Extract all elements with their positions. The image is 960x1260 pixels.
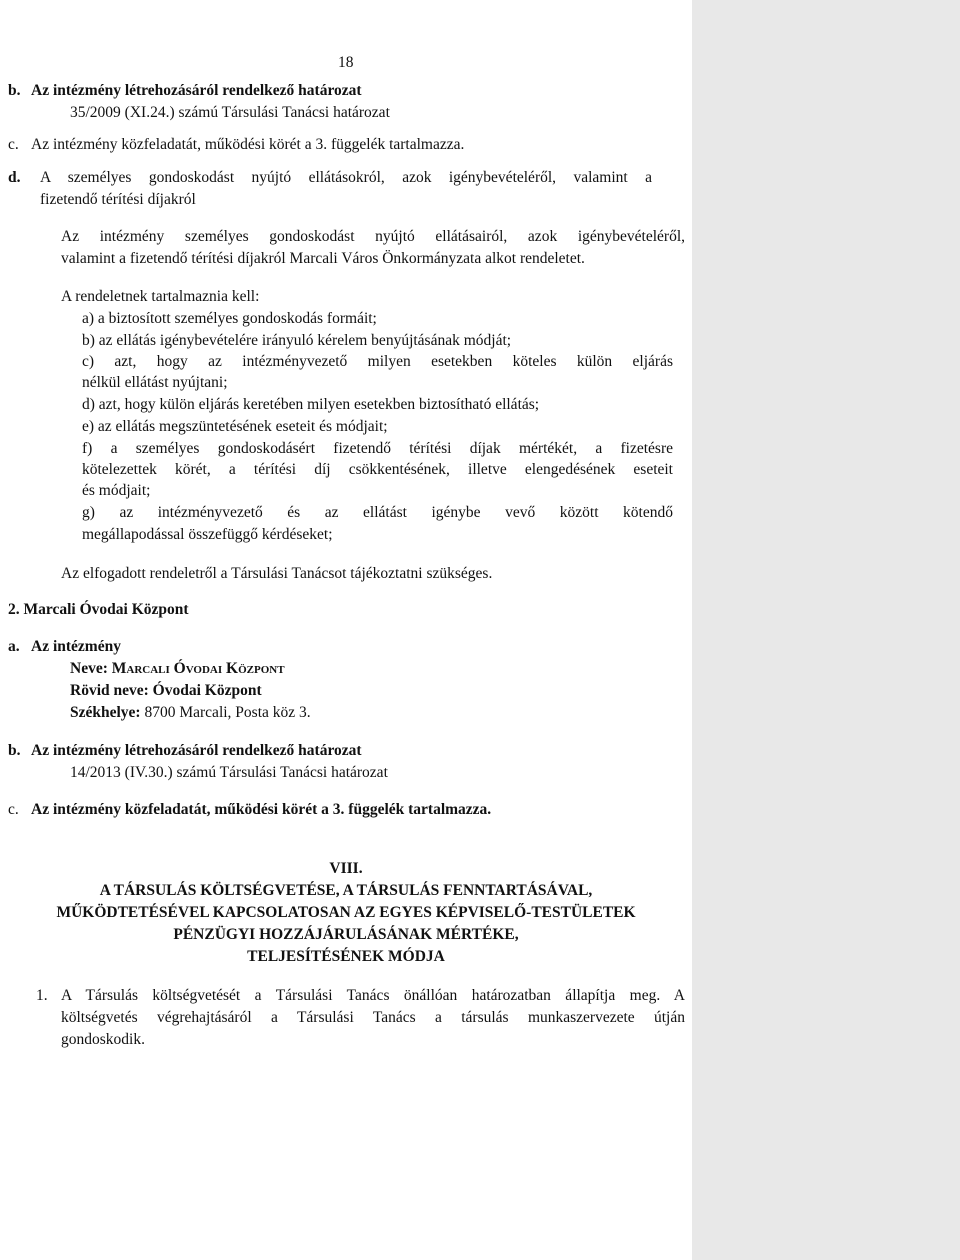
section-c-heading: Az intézmény közfeladatát, működési körét a 3. függelék tartalmazza. xyxy=(31,136,465,153)
section-d-para-line2: valamint a fizetendő térítési díjakról Marcali Város Önkormányzata alkot rendeletet. xyxy=(61,250,585,267)
section-2a-heading: Az intézmény xyxy=(31,638,121,655)
short-name-label: Rövid neve: xyxy=(70,682,149,699)
closing-sentence: Az elfogadott rendeletről a Társulási Tanácsot tájékoztatni szükséges. xyxy=(61,565,493,582)
short-name-row xyxy=(70,680,262,701)
comment-margin-panel xyxy=(692,0,960,1260)
list-item: nélkül ellátást nyújtani; xyxy=(82,374,228,391)
seat-value: 8700 Marcali, Posta köz 3. xyxy=(144,704,311,721)
seat-label: Székhelye: xyxy=(70,704,141,721)
chapter-title-line: MŰKÖDTETÉSÉVEL KAPCSOLATOSAN AZ EGYES KÉPVISELŐ-TESTÜLETEK xyxy=(56,904,636,921)
section-d-label: d. xyxy=(8,169,21,186)
paragraph-1-line3: gondoskodik. xyxy=(61,1031,145,1048)
list-item: b) az ellátás igénybevételére irányuló kérelem benyújtásának módját; xyxy=(82,332,512,349)
list-item: c) azt, hogy az intézményvezető milyen esetekben köteles külön eljárás xyxy=(82,353,673,370)
section-c-label: c. xyxy=(8,136,19,153)
list-item: d) azt, hogy külön eljárás keretében milyen esetekben biztosítható ellátás; xyxy=(82,396,540,413)
section-2c-heading: Az intézmény közfeladatát, működési körét a 3. függelék tartalmazza. xyxy=(31,801,492,818)
name-value: Marcali Óvodai Központ xyxy=(111,660,285,677)
section-2b-label: b. xyxy=(8,742,21,759)
chapter-title-line: PÉNZÜGYI HOZZÁJÁRULÁSÁNAK MÉRTÉKE, xyxy=(173,926,519,943)
section-d-heading-line2: fizetendő térítési díjakról xyxy=(40,191,196,208)
paragraph-1-line2: költségvetés végrehajtásáról a Társulási Tanács a társulás munkaszervezete útján xyxy=(61,1009,685,1026)
section-b-detail: 35/2009 (XI.24.) számú Társulási Tanácsi határozat xyxy=(70,104,390,121)
section-2c-label: c. xyxy=(8,801,19,818)
section-d-heading-line1: A személyes gondoskodást nyújtó ellátásokról, azok igénybevételéről, valamint a xyxy=(40,169,652,186)
section-d-para-line1: Az intézmény személyes gondoskodást nyújtó ellátásairól, azok igénybevételéről, xyxy=(61,228,685,245)
list-intro: A rendeletnek tartalmaznia kell: xyxy=(61,288,260,305)
section-2-title: 2. Marcali Óvodai Központ xyxy=(8,601,189,618)
short-name-value: Óvodai Központ xyxy=(152,682,262,699)
seat-row xyxy=(70,702,311,723)
section-2b-detail: 14/2013 (IV.30.) számú Társulási Tanácsi határozat xyxy=(70,764,388,781)
chapter-number: VIII. xyxy=(329,860,363,877)
name-row xyxy=(70,658,285,679)
section-2a-label: a. xyxy=(8,638,20,655)
list-item: a) a biztosított személyes gondoskodás formáit; xyxy=(82,310,377,327)
section-2b-heading: Az intézmény létrehozásáról rendelkező határozat xyxy=(31,742,362,759)
page-number: 18 xyxy=(338,54,354,71)
list-item: és módjait; xyxy=(82,482,151,499)
list-item: f) a személyes gondoskodásért fizetendő térítési díjak mértékét, a fizetésre xyxy=(82,440,673,457)
list-item: g) az intézményvezető és az ellátást igénybe vevő között kötendő xyxy=(82,504,673,521)
chapter-title-line: A TÁRSULÁS KÖLTSÉGVETÉSE, A TÁRSULÁS FENNTARTÁSÁVAL, xyxy=(99,882,593,899)
chapter-title-line: TELJESÍTÉSÉNEK MÓDJA xyxy=(247,948,445,965)
list-item: megállapodással összefüggő kérdéseket; xyxy=(82,526,333,543)
section-b-heading: Az intézmény létrehozásáról rendelkező határozat xyxy=(31,82,362,99)
paragraph-1-number: 1. xyxy=(36,987,48,1004)
section-b-label: b. xyxy=(8,82,21,99)
name-label: Neve: xyxy=(70,660,108,677)
list-item: e) az ellátás megszüntetésének eseteit és módjait; xyxy=(82,418,388,435)
paragraph-1-line1: A Társulás költségvetését a Társulási Tanács önállóan határozatban állapítja meg. A xyxy=(61,987,685,1004)
list-item: kötelezettek körét, a térítési díj csökkentésének, illetve elengedésének eseteit xyxy=(82,461,673,478)
